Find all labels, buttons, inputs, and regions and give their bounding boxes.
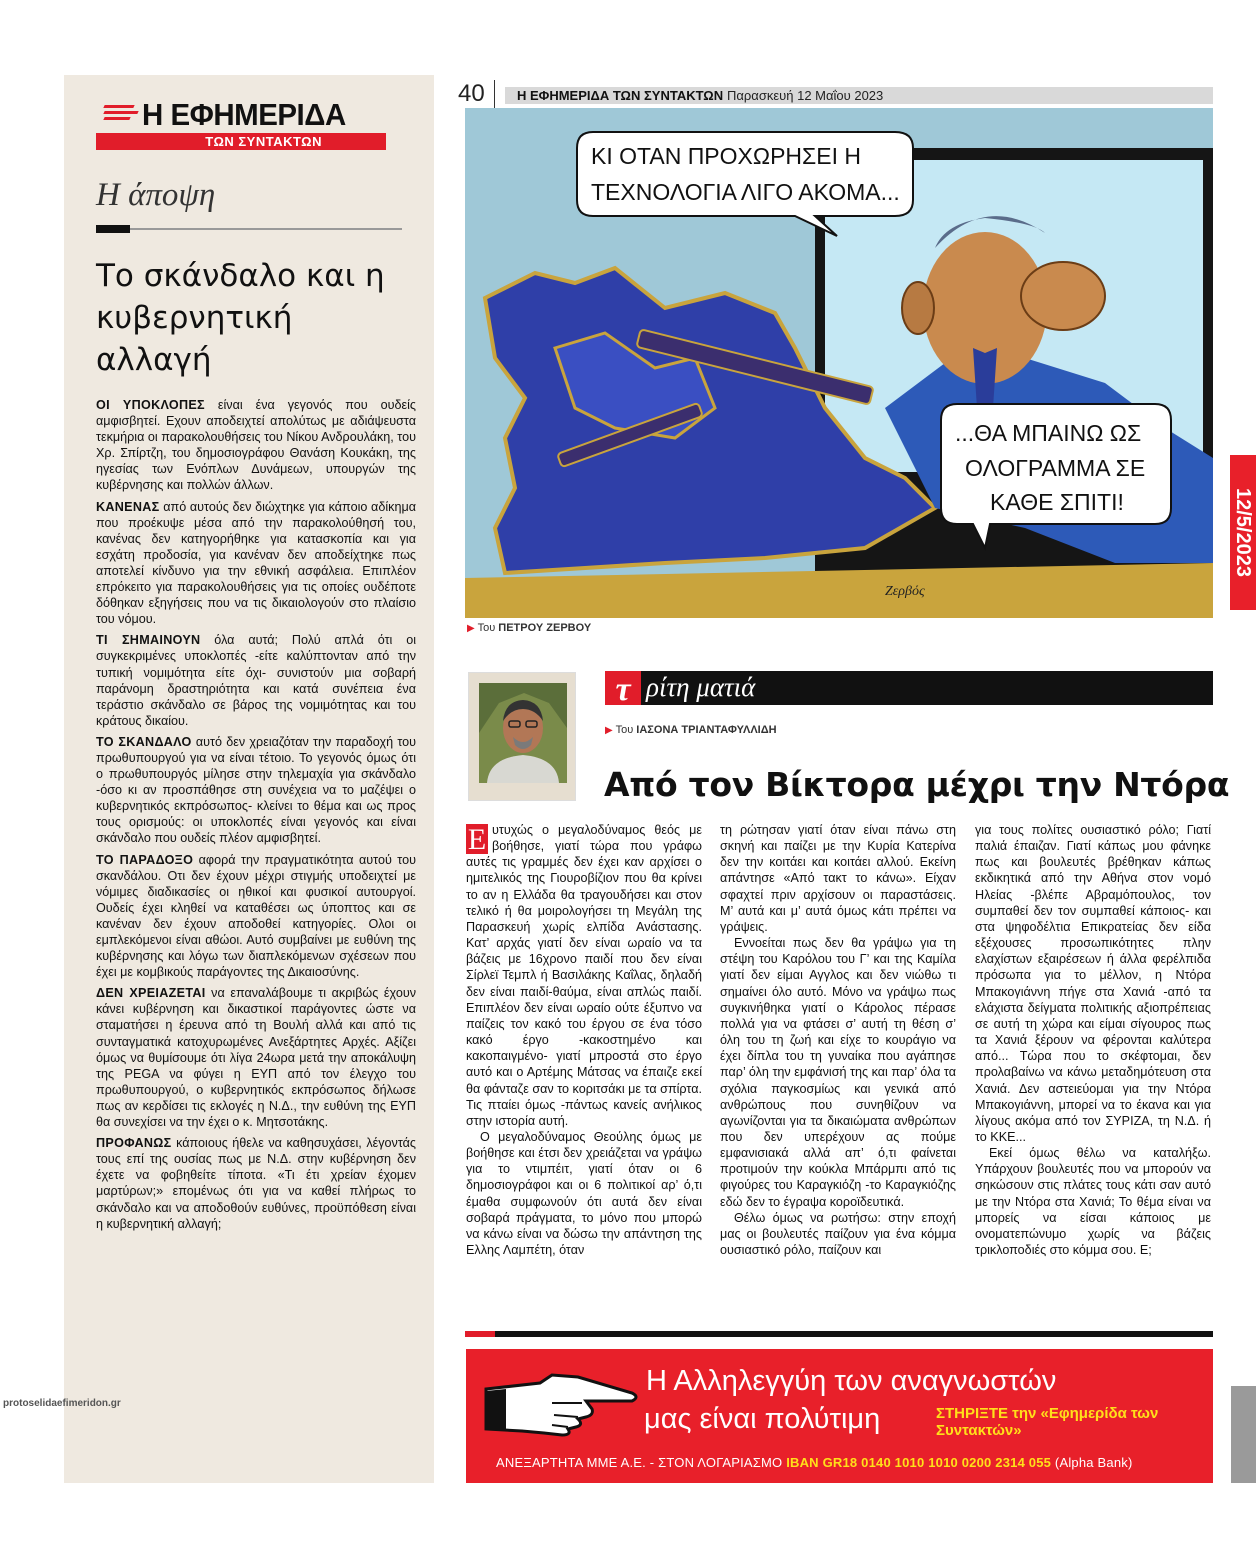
- page-number: 40: [458, 80, 485, 107]
- cartoon-credit: ▶ Του ΠΕΤΡΟΥ ΖΕΡΒΟΥ: [467, 622, 592, 634]
- cartoon-illustration: [465, 108, 1213, 618]
- opinion-label: Η άποψη: [96, 177, 216, 213]
- cartoon-signature: Ζερβός: [885, 584, 925, 599]
- article-paragraph: Ο μεγαλοδύναμος Θεούλης όμως με βοήθησε και έτσι δεν χρειάζεται να γράψω για το ντιμπέιτ, γιατί όταν οι 6 δημοσιογράφοι και οι 6 πολιτικοί αρ’ ό,τι έμαθα συμφωνούν ότι αυτά δεν είναι σοβαρά πράγματα, το μόνο που μπορώ να κάνω είναι να δώσω την απάντηση της Ελλης Λαμπέτη, όταν: [466, 1129, 702, 1258]
- opinion-paragraph: ΤΟ ΠΑΡΑΔΟΞΟ αφορά την πραγματικότητα αυτού του σκανδάλου. Οτι δεν έχουν μέχρι στιγμής υποδειχτεί με νόμιμες διαδικασίες οι ηθικοί και φυσικοί αυτουργοί. Ουδείς έχει κληθεί να καταθέσει ως ύποπτος και σε κανέναν δεν έχουν αποδοθεί κατηγορίες. Ολοι οι εμπλεκόμενοι είναι αθώοι. Αυτό συμβαίνει με ευθύνη της κυβέρνησης και λόγω των διαπλεκόμενων σχέσεων που έχει με κομβικούς παράγοντες της Δικαιοσύνης.: [96, 852, 416, 980]
- columnist-name: ΙΑΣΟΝΑ ΤΡΙΑΝΤΑΦΥΛΛΙΔΗ: [636, 724, 777, 736]
- opinion-paragraph: ΠΡΟΦΑΝΩΣ κάποιους ήθελε να καθησυχάσει, λέγοντάς τους επί της ουσίας πως με Ν.Δ. στην κυβέρνηση δεν έχετε να φοβηθείτε τίποτα. «Τι έτι χρείαν έχομεν μαρτύρων;» επομένως ότι για να καθεί πλήρως το σκάνδαλο και να αποδοθούν ευθύνες, προϋπόθεση είναι η κυβερνητική αλλαγή;: [96, 1136, 416, 1231]
- ad-account-line: ΑΝΕΞΑΡΤΗΤΑ ΜΜΕ Α.Ε. - ΣΤΟΝ ΛΟΓΑΡΙΑΣΜΟ IBAN GR18 0140 1010 1010 0200 2314 055 (Alpha Bank): [496, 1455, 1133, 1470]
- article-column-1: [466, 822, 702, 1258]
- opinion-headline: Το σκάνδαλο και η κυβερνητική αλλαγή: [96, 258, 385, 378]
- opinion-paragraph: ΤΟ ΣΚΑΝΔΑΛΟ αυτό δεν χρειαζόταν την παραδοχή του πρωθυπουργού για να είναι τέτοιο. Το γεγονός όμως ότι ο πρωθυπουργός μίλησε στην τηλεμαχία για σκάνδαλο -όσο κι αν προσπάθησε στη συνέχεια να το μαζέψει ο κυβερνητικός εκπρόσωπος- κλείνει το θέμα και ως προς τους ορισμούς: οι υποκλοπές είναι γεγονός και είναι σκάνδαλο που ουδείς πλέον αμφισβητεί.: [96, 734, 417, 846]
- speed-lines-icon: [104, 105, 140, 125]
- running-header: [505, 87, 1213, 104]
- author-portrait-illustration: [469, 673, 576, 801]
- cartoon-bubble1-line2: ΤΕΧΝΟΛΟΓΙΑ ΛΙΓΟ ΑΚΟΜΑ...: [591, 179, 900, 205]
- ad-divider: [465, 1331, 1213, 1337]
- opinion-paragraph: ΟΙ ΥΠΟΚΛΟΠΕΣ είναι ένα γεγονός που ουδείς αμφισβητεί. Εχουν αποδειχτεί απολύτως με αδιάψευστα τεκμήρια οι παρακολουθήσεις του Νίκου Ανδρουλάκη, του Χρ. Σπίρτζη, του δημοσιογράφου Θανάση Κουκάκη, της ηγεσίας των Ενόπλων Δυνάμεων, υπουργών της κυβέρνησης και πολλών άλλων.: [96, 398, 417, 493]
- ad-support-text: ΣΤΗΡΙΞΤΕ την «Εφημερίδα των Συντακτών»: [936, 1405, 1159, 1439]
- article-paragraph: Ε υτυχώς ο μεγαλοδύναμος θεός με βοήθησε, γιατί τώρα που γράφω αυτές τις γραμμές δεν έχει καν αρχίσει ο ημιτελικός της Γιουροβίζιον που θα κρίνει το αν η Ελλάδα θα τραγουδήσει και στον τελικό ή θα μοιρολογήσει τη Μεγάλη της Παρασκευή χωρίς ελπίδα Ανάστασης. Κατ’ αρχάς γιατί δεν είναι ωραίο να τα βάζεις με 16χρονο παιδί που δεν είναι Σίρλεϊ Τεμπλ ή Βασιλάκης Καΐλας, δηλαδή δεν είναι παιδί-θαύμα, είναι απλώς παιδί. Επιπλέον δεν είναι ωραίο ούτε έξυπνο να παίζεις τον κακό του έργου σε ένα τόσο κακό έργο -κακοστημένο και κακοπαιγμένο- γιατί μπροστά στο έργο αυτό και ο Αρτέμης Μάτσας να έπαιζε εκεί θα φάνταζε σαν το κοριτσάκι με τα σπίρτα. Τις πταίει όμως -πάντως κανείς ανήλικος στην ιστορία αυτή.: [466, 823, 702, 1128]
- article-paragraph: Εννοείται πως δεν θα γράψω για τη στέψη του Καρόλου του Γ’ και της Καμίλα γιατί δεν είμαι Αγγλος και δεν νιώθω τι σημαίνει όλο αυτό. Μόνο να γράψω πως συγκινήθηκα γιατί ο Κάρολος πέρασε πολλά για να φτάσει σ’ αυτή τη θέση σ’ όλη του τη ζωή και είχε το κουράγιο να έχει δίπλα του τη γυναίκα που αγάπησε παρ’ όλη την εμφάνισή της και παρ’ όλα τα σχόλια παγκοσμίως και γενικά από ανθρώπους που συνηθίζουν να αγωνίζονται για τα δικαιώματα ανθρώπων που δεν υπερέχουν ας πούμε εμφανισιακά αλλά απ’ ό,τι φαίνεται προτιμούν την κούκλα Μπάρμπι από τις φιγούρες του Καραγκιόζη -το Καραγκιόζης εδώ δεν το έγραψα κοροϊδευτικά.: [720, 936, 956, 1209]
- cartoon-bubble1-line1: ΚΙ ΟΤΑΝ ΠΡΟΧΩΡΗΣΕΙ Η: [591, 143, 861, 169]
- section-rule: [96, 228, 402, 230]
- date-side-tab: 12/5/2023: [1230, 455, 1256, 610]
- opinion-paragraph: ΚΑΝΕΝΑΣ από αυτούς δεν διώχτηκε για κάποιο αδίκημα που προέκυψε μέσα από την παρακολούθησή του, κανένας δεν κατηγορήθηκε για κατασκοπία και για εσχάτη προδοσία, για κανέναν δεν αποδείχτηκε πως αποτελεί κίνδυνο για την εθνική ασφάλεια. Επιπλέον επρόκειτο για παρακολουθήσεις για τις οποίες ουδέποτε δόθηκαν εξηγήσεις που να τις δικαιολογούν στο πλαίσιο του νόμου.: [96, 499, 416, 627]
- drop-cap: Ε: [467, 823, 487, 856]
- author-photo: [468, 672, 576, 801]
- article-column-2: [720, 822, 956, 1258]
- ad-subheadline: μας είναι πολύτιμη: [644, 1403, 881, 1435]
- article-paragraph: Εκεί όμως θέλω να καταλήξω. Υπάρχουν βουλευτές που να μπορούν να σηκώσουν στις πλάτες τους κάτι σαν αυτό με την Ντόρα στα Χανιά; Το θέμα είναι να μπορείς να είσαι κάποιος με ονοματεπώνυμο χωρίς να βάζεις τρικλοποδιές στο κόμμα σου. Ε;: [975, 1146, 1211, 1258]
- solidarity-ad: [466, 1349, 1213, 1483]
- grey-side-tab: [1231, 1386, 1256, 1483]
- cartoon-bubble2-line3: ΚΑΘΕ ΣΠΙΤΙ!: [990, 489, 1124, 515]
- article-paragraph: Θέλω όμως να ρωτήσω: στην εποχή μας οι βουλευτές παίζουν για ένα κόμμα ουσιαστικό ρόλο, παίζουν και: [720, 1210, 956, 1258]
- cartoon-bubble2-line2: ΟΛΟΓΡΑΜΜΑ ΣΕ: [965, 455, 1146, 481]
- opinion-paragraph: ΔΕΝ ΧΡΕΙΑΖΕΤΑΙ να επαναλάβουμε τι ακριβώς έχουν κάνει κυβέρνηση και δικαστικοί παράγοντες ώστε να σταματήσει η έρευνα από τη Βουλή αλλά και από τις συνταγματικά κατοχυρωμένες Ανεξάρτητες Αρχές. Αξίζει όμως να θυμίσουμε ότι λίγα 24ωρα μετά την αποκάλυψη της PEGA να φύγει η ΕΥΠ από τον έλεγχο του πρωθυπουργού, ο κυβερνητικός εκπρόσωπος δήλωσε πως αν κερδίσει τις εκλογές η Ν.Δ., την ευθύνη της ΕΥΠ θα συνεχίσει να την έχει ο κ. Μητσοτάκης.: [96, 986, 417, 1130]
- opinion-paragraph: ΤΙ ΣΗΜΑΙΝΟΥΝ όλα αυτά; Πολύ απλά ότι οι συγκεκριμένες υποκλοπές -είτε καλύπτονταν από την τυπική νομιμότητα είτε όχι- συνιστούν μια σοβαρή παράνομη δραστηριότητα και κατά συνέπεια ένα τεράστιο σκάνδαλο σε βάρος της νομιμότητας και του κράτους δικαίου.: [96, 633, 417, 728]
- triangle-icon: ▶: [467, 623, 475, 634]
- article-title: Από τον Βίκτορα μέχρι την Ντόρα: [604, 765, 1230, 804]
- pointing-hand-icon: [482, 1369, 642, 1439]
- article-paragraph: για τους πολίτες ουσιαστικό ρόλο; Γιατί παλιά έπαιζαν. Γιατί κάπως μου φάνηκε πως και βουλευτές βρέθηκαν κάπως εκδικητικά από την Αθήνα στον νομό Ηλείας -βλέπε Αβραμόπουλος, τον συμπαθεί δεν τον συμπαθεί κάποιος- και στα ψηφοδέλτια Επικρατείας δεν είδα εξέχουσες προσωπικότητες πλην ελαχίστων εξαιρέσεων ή άλλα φερέλπιδα πρόσωπα για το μέλλον, η Ντόρα Μπακογιάννη πήγε στα Χανιά -από τα ελάχιστα δείγματα πολιτικής αξιοπρέπειας σε αυτή τη χώρα και είμαι σίγουρος πως τα Χανιά ξέρουν να φέρονται καλύτερα από... Τώρα που το σκέφτομαι, δεν προλαβαίνω να κάνω μεταδημότευση στα Χανιά. Δεν αστειεύομαι για την Ντόρα Μπακογιάννη, μπορεί να το έκανα και για λίγους ακόμα από τον ΣΥΡΙΖΑ, τη Ν.Δ. ή το ΚΚΕ...: [975, 823, 1211, 1144]
- column-credit: ▶ Του ΙΑΣΟΝΑ ΤΡΙΑΝΤΑΦΥΛΛΙΔΗ: [605, 724, 777, 736]
- site-watermark: protoselidaefimeridon.gr: [3, 1398, 121, 1409]
- opinion-column: [64, 75, 434, 1483]
- masthead-logo: [96, 99, 406, 149]
- cartoonist-name: ΠΕΤΡΟΥ ΖΕΡΒΟΥ: [498, 622, 592, 634]
- ad-headline: Η Αλληλεγγύη των αναγνωστών: [646, 1365, 1057, 1397]
- publication-name: Η ΕΦΗΜΕΡΙΔΑ ΤΩΝ ΣΥΝΤΑΚΤΩΝ: [517, 88, 724, 103]
- column-logo-letter: τ: [605, 671, 641, 705]
- issue-date: Παρασκευή 12 Μαΐου 2023: [727, 88, 884, 103]
- editorial-cartoon: [465, 108, 1213, 618]
- masthead-sub: ΤΩΝ ΣΥΝΤΑΚΤΩΝ: [96, 133, 386, 150]
- triangle-icon: ▶: [605, 725, 613, 736]
- opinion-body: [96, 397, 416, 1237]
- iban-number: GR18 0140 1010 1010 0200 2314 055: [822, 1455, 1052, 1470]
- article-column-3: [975, 822, 1211, 1258]
- header-divider: [494, 80, 495, 108]
- masthead-name: Η ΕΦΗΜΕΡΙΔΑ: [142, 97, 346, 132]
- cartoon-bubble2-line1: ...ΘΑ ΜΠΑΙΝΩ ΩΣ: [955, 420, 1142, 446]
- column-title: ρίτη ματιά: [646, 672, 756, 702]
- article-paragraph: τη ρώτησαν γιατί όταν είναι πάνω στη σκηνή και παίζει με την Κυρία Κατερίνα δεν την κοιτάει και κοιτάει αλλού. Εκείνη απάντησε «Από τακτ το κάνω». Είχαν σφαχτεί πριν αρχίσουν οι παραστάσεις. Μ’ αυτά και μ’ αυτά όμως κάτι πρέπει να γράψεις.: [720, 823, 956, 934]
